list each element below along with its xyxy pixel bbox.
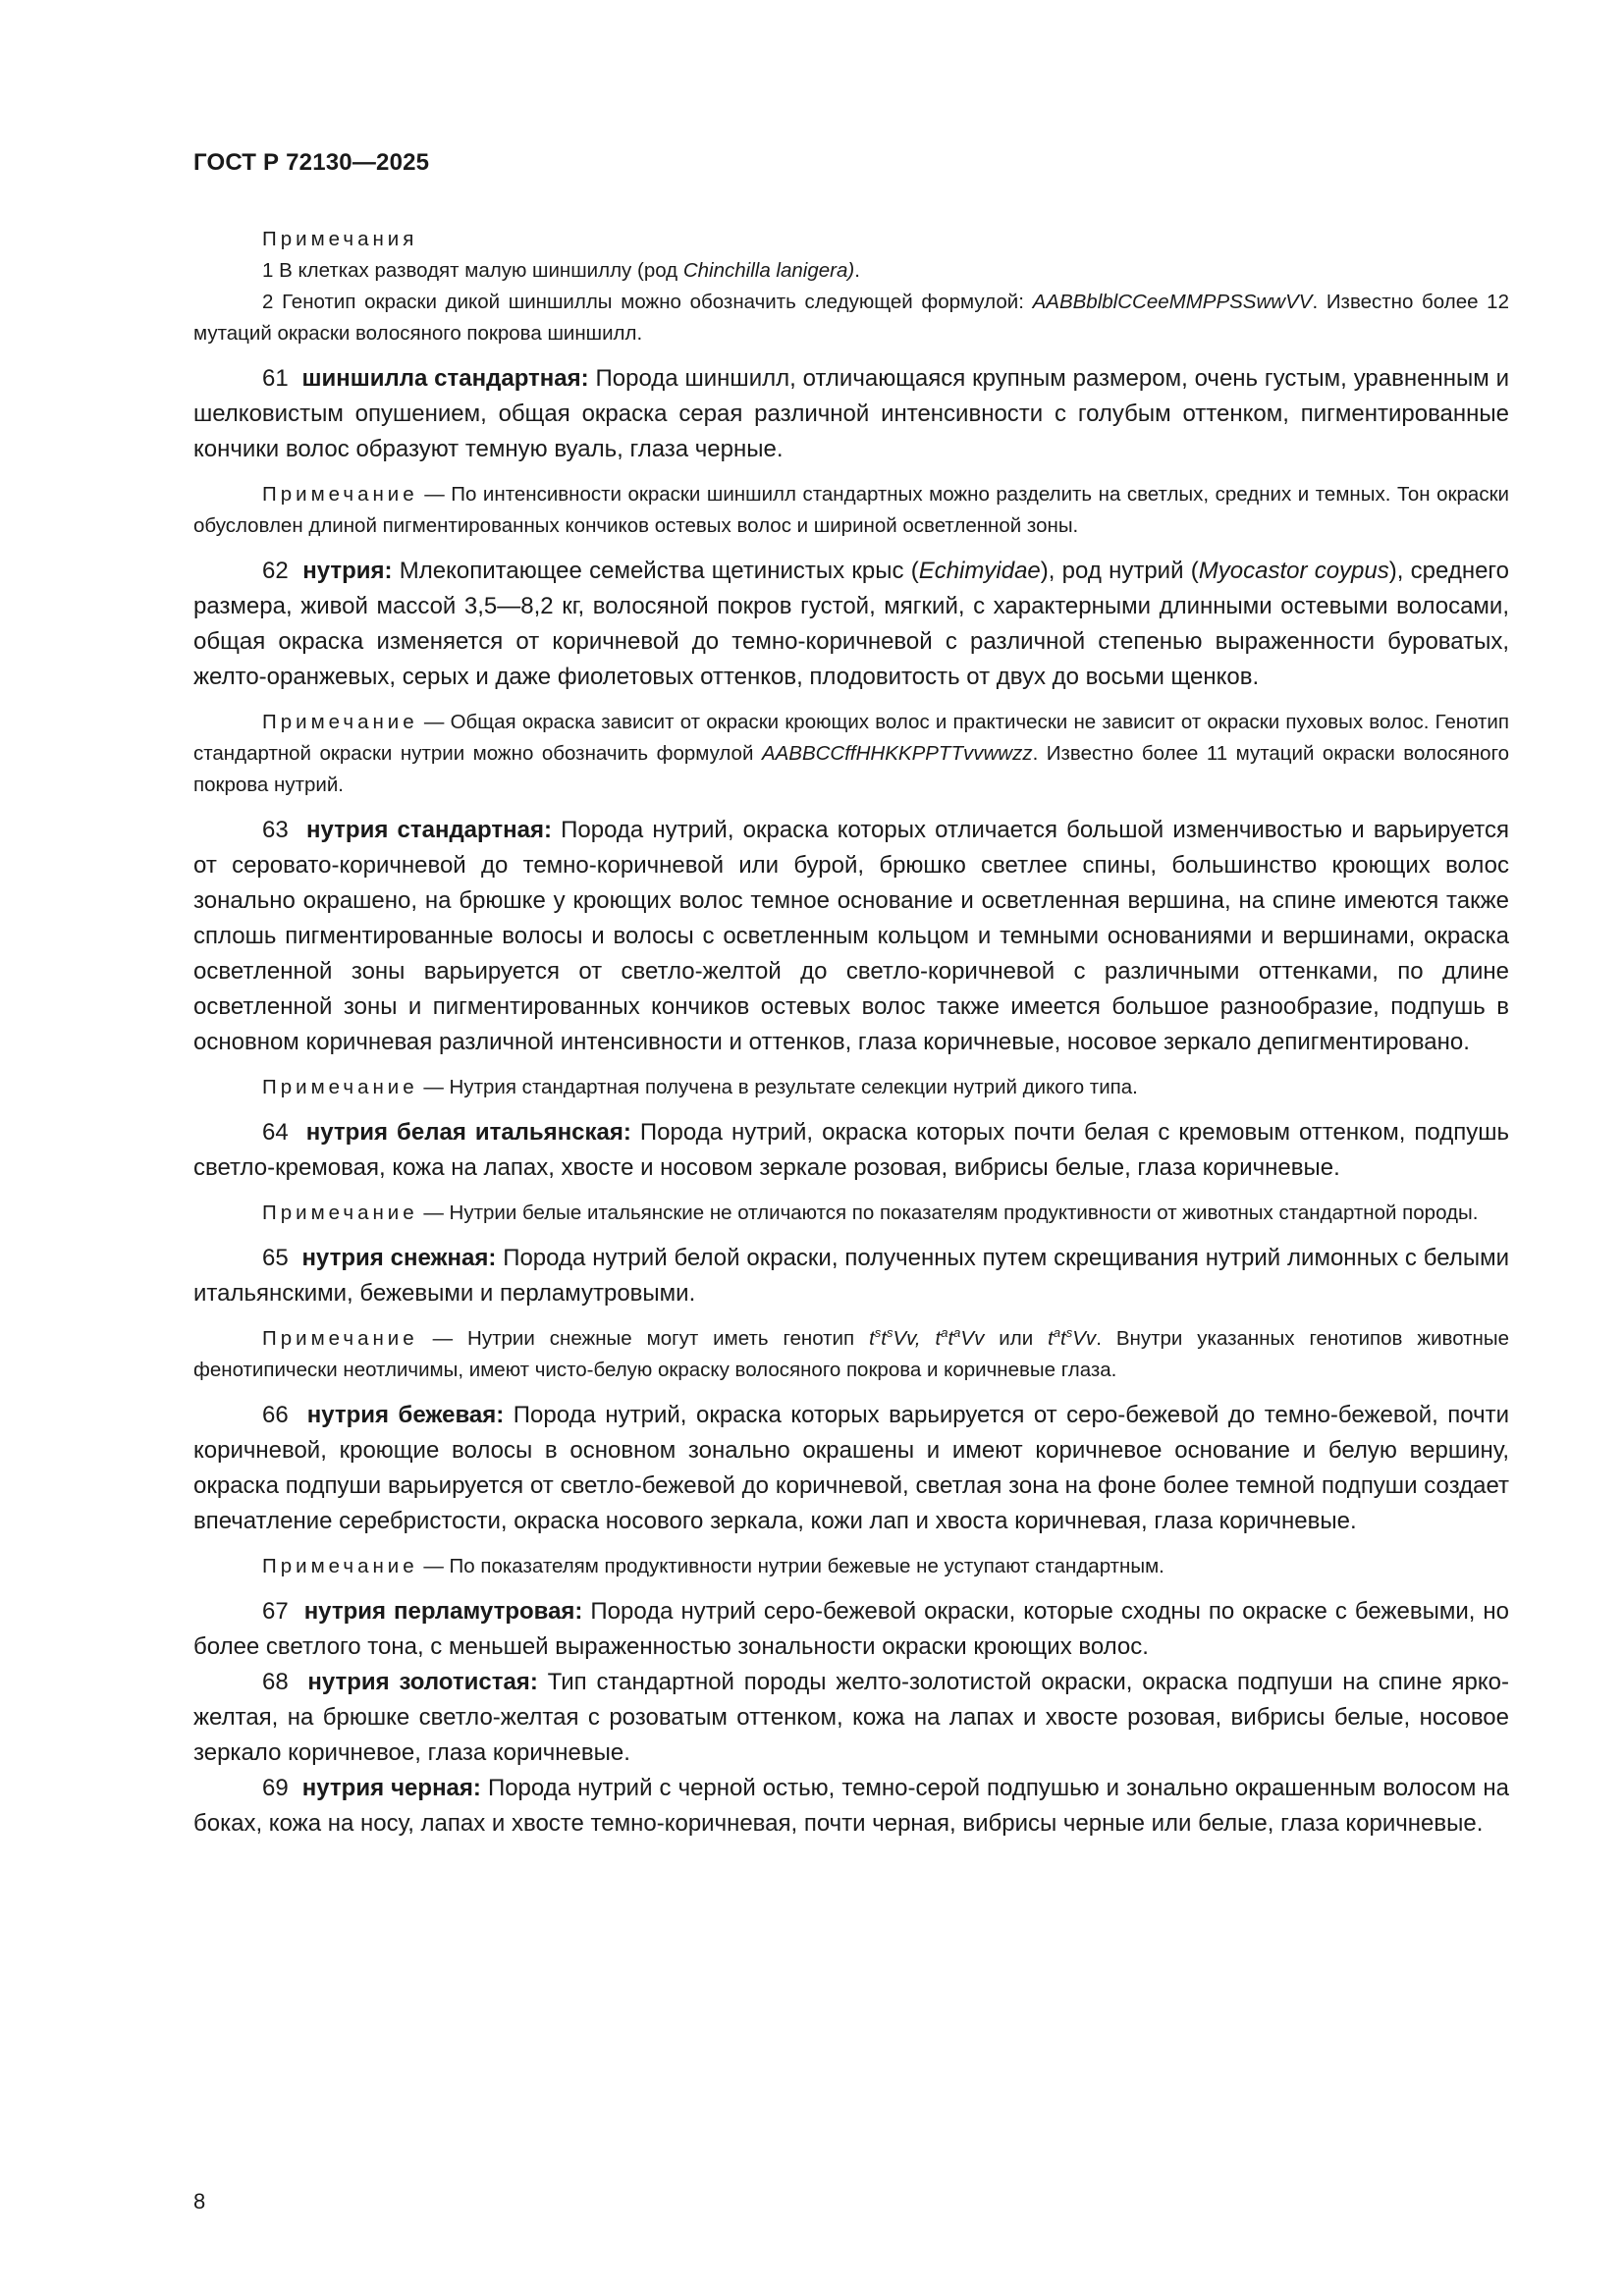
term-69-name: нутрия черная: — [301, 1775, 481, 1801]
note-64: Примечание — Нутрии белые итальянские не отличаются по показателям продуктивности от животных стандартной породы. — [262, 1201, 1479, 1224]
notes-heading: Примечания — [262, 228, 418, 250]
page-number: 8 — [193, 2189, 206, 2214]
term-61: 61 шиншилла стандартная: Порода шиншилл, отличающаяся крупным размером, очень густым, уравненным и шелковистым опушением, общая окраска серая различной интенсивности с голубым оттенком, пигментированные кончики волос образуют темную вуаль, глаза черные. — [193, 365, 1510, 462]
genotype-2: $t^at^aVv$ — [935, 1325, 985, 1350]
term-61-name: шиншилла стандартная: — [301, 365, 589, 392]
term-67-name: нутрия перламутровая: — [303, 1598, 583, 1625]
note-63: Примечание — Нутрия стандартная получена в результате селекции нутрий дикого типа. — [262, 1076, 1138, 1098]
term-65-name: нутрия снежная: — [301, 1245, 497, 1271]
term-66-name: нутрия бежевая: — [306, 1402, 505, 1428]
term-62-name: нутрия: — [302, 558, 393, 584]
term-63-name: нутрия стандартная: — [306, 817, 552, 843]
term-68: 68 нутрия золотистая: Тип стандартной породы желто-золотистой окраски, окраска подпуши на спине ярко-желтая, на брюшке светло-желтая с розоватым оттенком, кожа на лапах и хвосте розовая, вибрисы белые, носовое зеркало коричневое, глаза коричневые. — [193, 1669, 1509, 1766]
term-62: 62 нутрия: Млекопитающее семейства щетинистых крыс (Echimyidae), род нутрий (Myocastor coypus), среднего размера, живой массой 3,5—8,2 кг, волосяной покров густой, мягкий, с характерными длинными остевыми волосами, общая окраска изменяется от коричневой до темно-коричневой с различной степенью выраженности буроватых, желто-оранжевых, серых и даже фиолетовых оттенков, плодовитость от двух до восьми щенков. — [193, 558, 1510, 690]
term-65: 65 нутрия снежная: Порода нутрий белой окраски, полученных путем скрещивания нутрий лимонных с белыми итальянскими, бежевыми и перламутровыми. — [193, 1245, 1509, 1307]
term-63: 63 нутрия стандартная: Порода нутрий, окраска которых отличается большой изменчивостью и варьируется от серовато-коричневой до темно-коричневой или бурой, брюшко светлее спины, большинство кроющих волос зонально окрашено, на брюшке у кроющих волос темное основание и осветленная вершина, на спине имеются также сплошь пигментированные волосы и волосы с осветленным кольцом и темными основаниями и вершинами, окраска осветленной зоны варьируется от светло-желтой до светло-коричневой с различными оттенками, по длине осветленной зоны и пигментированных кончиков остевых волос также имеется большое разнообразие, подпушь в основном коричневая различной интенсивности и оттенков, глаза коричневые, носовое зеркало депигментировано. — [193, 817, 1509, 1055]
term-67: 67 нутрия перламутровая: Порода нутрий серо-бежевой окраски, которые сходны по окраске с бежевыми, но более светлого тона, с меньшей выраженностью зональности окраски кроющих волос. — [193, 1598, 1509, 1660]
term-64: 64 нутрия белая итальянская: Порода нутрий, окраска которых почти белая с кремовым оттенком, подпушь светло-кремовая, кожа на лапах, хвосте и носовом зеркале розовая, вибрисы белые, глаза коричневые. — [193, 1119, 1509, 1181]
note-65: Примечание — Нутрии снежные могут иметь генотип $t^st^sVv$, $t^at^aVv$ или $t^at^sVv$. Внутри указанных генотипов животные фенотипически неотличимы, имеют чисто-белую окраску волосяного покрова и коричневые глаза. — [193, 1325, 1509, 1381]
note-62: Примечание — Общая окраска зависит от окраски кроющих волос и практически не зависит от окраски пуховых волос. Генотип стандартной окраски нутрии можно обозначить формулой AABBCCffHHKKPPTTvvwwzz. Известно более 11 мутаций окраски волосяного покрова нутрий. — [193, 711, 1509, 796]
note-item-2: 2 Генотип окраски дикой шиншиллы можно обозначить следующей формулой: AABBblblCCeeMMPPSSwwVV. Известно более 12 мутаций окраски волосяного покрова шиншилл. — [193, 291, 1509, 345]
term-69: 69 нутрия черная: Порода нутрий с черной остью, темно-серой подпушью и зонально окрашенным волосом на боках, кожа на носу, лапах и хвосте темно-коричневая, почти черная, вибрисы черные или белые, глаза коричневые. — [193, 1775, 1509, 1837]
note-66: Примечание — По показателям продуктивности нутрии бежевые не уступают стандартным. — [262, 1555, 1164, 1577]
genotype-1: $t^st^sVv$, — [869, 1325, 936, 1350]
standard-header: ГОСТ Р 72130—2025 — [193, 149, 430, 176]
genotype-3: $t^at^sVv$ — [1048, 1325, 1097, 1350]
note-item-1: 1 В клетках разводят малую шиншиллу (род Chinchilla lanigera). — [262, 259, 860, 282]
term-66: 66 нутрия бежевая: Порода нутрий, окраска которых варьируется от серо-бежевой до темно-бежевой, почти коричневой, кроющие волосы в основном зонально окрашены и имеют коричневое основание и белую вершину, окраска подпуши варьируется от светло-бежевой до коричневой, светлая зона на фоне более темной подпуши создает впечатление серебристости, окраска носового зеркала, кожи лап и хвоста коричневая, глаза коричневые. — [193, 1402, 1510, 1534]
page-content — [193, 224, 1509, 1842]
note-61: Примечание — По интенсивности окраски шиншилл стандартных можно разделить на светлых, средних и темных. Тон окраски обусловлен длиной пигментированных кончиков остевых волос и шириной осветленной зоны. — [193, 483, 1509, 537]
term-64-name: нутрия белая итальянская: — [305, 1119, 631, 1146]
term-68-name: нутрия золотистая: — [307, 1669, 538, 1695]
